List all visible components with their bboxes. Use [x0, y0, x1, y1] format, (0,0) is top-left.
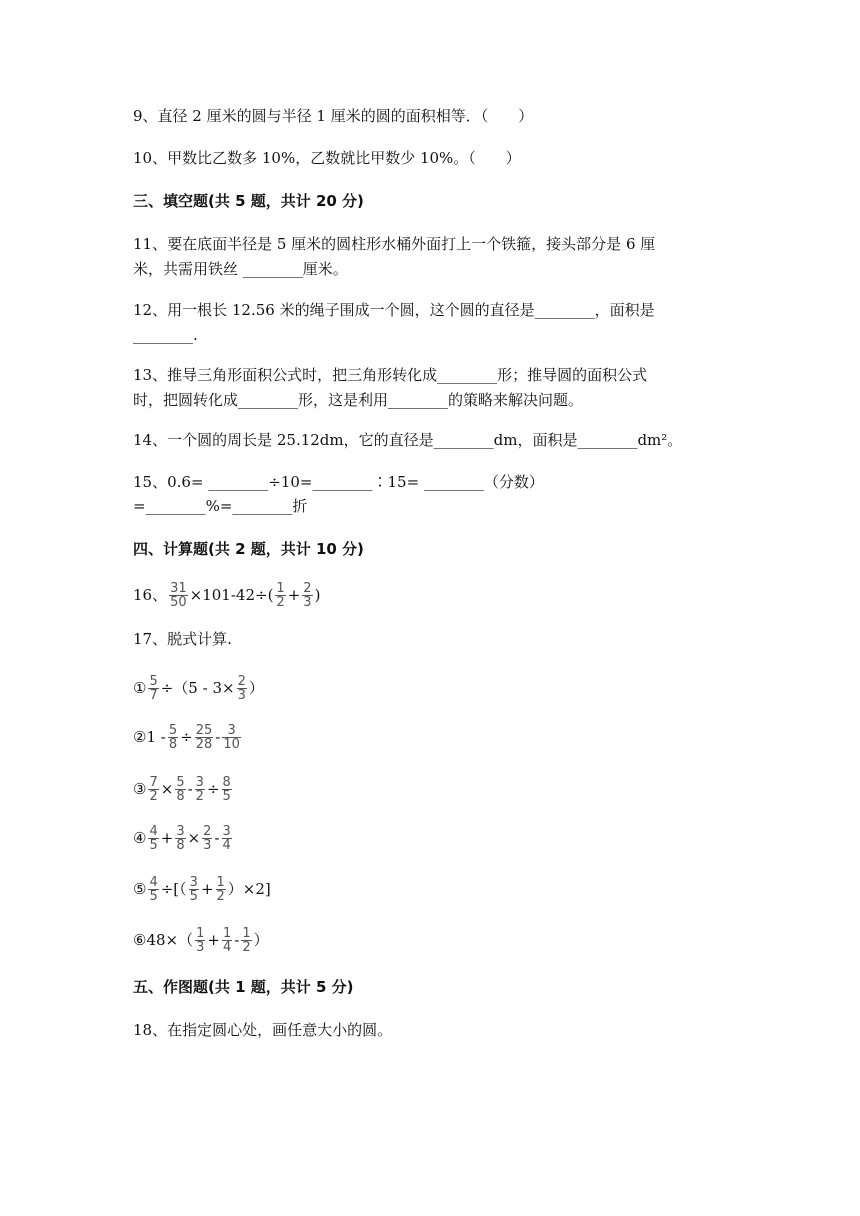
e5-text-2: +	[200, 880, 214, 898]
question-11-line-2: 米，共需用铁丝 ________厘米。	[133, 260, 348, 278]
e2-fraction-1: $\frac{5}{8}$	[168, 722, 178, 752]
e1-prefix: ①	[133, 679, 147, 697]
e6-fraction-1: $\frac{1}{3}$	[196, 925, 205, 955]
e5-fraction-2: $\frac{3}{5}$	[189, 874, 198, 904]
e2-fraction-3: $\frac{3}{10}$	[223, 722, 240, 752]
expression-1	[133, 670, 264, 704]
e6-text-1: +	[207, 931, 220, 949]
expression-4	[133, 820, 234, 854]
e4-fraction-4: $\frac{3}{4}$	[222, 823, 231, 853]
q16-middle: ×101-42÷(	[189, 586, 274, 604]
e6-fraction-3: $\frac{1}{2}$	[242, 925, 251, 955]
e4-fraction-3: $\frac{2}{3}$	[203, 823, 212, 853]
q16-end: )	[314, 586, 321, 604]
question-12-line-1: 12、用一根长 12.56 米的绳子围成一个圆，这个圆的直径是________，面积是	[133, 301, 655, 319]
e5-prefix: ⑤	[133, 880, 147, 898]
e2-text-2: -	[215, 728, 221, 746]
q16-prefix: 16、	[133, 586, 168, 604]
e5-fraction-3: $\frac{1}{2}$	[216, 874, 225, 904]
expression-5	[133, 871, 271, 905]
e5-text-3: ）×2]	[227, 880, 271, 898]
e1-text-1: ÷（5 - 3×	[160, 679, 235, 697]
e5-text-1: ÷[（	[160, 880, 187, 898]
expression-2	[133, 719, 243, 753]
e5-fraction-1: $\frac{4}{5}$	[149, 874, 158, 904]
question-13-line-2: 时，把圆转化成________形，这是利用________的策略来解决问题。	[133, 391, 584, 409]
e3-text-2: -	[187, 780, 193, 798]
q16-plus: +	[287, 586, 301, 604]
question-10: 10、甲数比乙数多 10%，乙数就比甲数少 10%。（ ）	[133, 149, 521, 167]
q16-fraction-3: $\frac{2}{3}$	[303, 580, 312, 610]
e4-fraction-2: $\frac{3}{8}$	[176, 823, 185, 853]
q16-fraction-1: $\frac{31}{50}$	[170, 580, 187, 610]
e2-fraction-2: $\frac{25}{28}$	[195, 722, 213, 752]
e4-text-1: +	[160, 829, 174, 847]
e1-fraction-1: $\frac{5}{7}$	[149, 673, 158, 703]
e2-text-1: ÷	[180, 728, 193, 746]
e3-prefix: ③	[133, 780, 147, 798]
e4-text-2: ×	[187, 829, 201, 847]
e3-fraction-2: $\frac{5}{8}$	[176, 774, 185, 804]
question-15-line-1: 15、0.6= ________÷10=________∶15= ________（分数）	[133, 473, 544, 491]
e1-text-2: ）	[248, 679, 264, 697]
section-3-heading: 三、填空题(共 5 题，共计 20 分)	[133, 192, 364, 210]
e3-fraction-3: $\frac{3}{2}$	[195, 774, 204, 804]
question-14: 14、一个圆的周长是 25.12dm，它的直径是________dm，面积是________dm²。	[133, 431, 683, 449]
expression-6	[133, 922, 269, 956]
e3-fraction-4: $\frac{8}{5}$	[222, 774, 231, 804]
question-11-line-1: 11、要在底面半径是 5 厘米的圆柱形水桶外面打上一个铁箍，接头部分是 6 厘	[133, 235, 656, 253]
question-16	[133, 577, 320, 611]
expression-3	[133, 771, 234, 805]
e6-fraction-2: $\frac{1}{4}$	[222, 925, 232, 955]
e6-text-3: ）	[253, 931, 269, 949]
question-9: 9、直径 2 厘米的圆与半径 1 厘米的圆的面积相等．（ ）	[133, 107, 534, 125]
e6-text-2: -	[234, 931, 240, 949]
e4-fraction-1: $\frac{4}{5}$	[149, 823, 158, 853]
e6-prefix: ⑥48×（	[133, 931, 194, 949]
e3-text-1: ×	[160, 780, 174, 798]
section-4-heading: 四、计算题(共 2 题，共计 10 分)	[133, 540, 364, 558]
e4-prefix: ④	[133, 829, 147, 847]
question-17-title: 17、脱式计算.	[133, 630, 232, 648]
e1-fraction-2: $\frac{2}{3}$	[237, 673, 246, 703]
question-13-line-1: 13、推导三角形面积公式时，把三角形转化成________形；推导圆的面积公式	[133, 366, 648, 384]
e4-text-3: -	[214, 829, 220, 847]
section-5-heading: 五、作图题(共 1 题，共计 5 分)	[133, 978, 354, 996]
e3-text-3: ÷	[206, 780, 220, 798]
e3-fraction-1: $\frac{7}{2}$	[149, 774, 158, 804]
question-18: 18、在指定圆心处，画任意大小的圆。	[133, 1021, 393, 1039]
question-15-line-2: =________%=________折	[133, 497, 308, 515]
q16-fraction-2: $\frac{1}{2}$	[276, 580, 285, 610]
question-12-line-2: ________.	[133, 326, 198, 344]
e2-prefix: ②1 -	[133, 728, 166, 746]
